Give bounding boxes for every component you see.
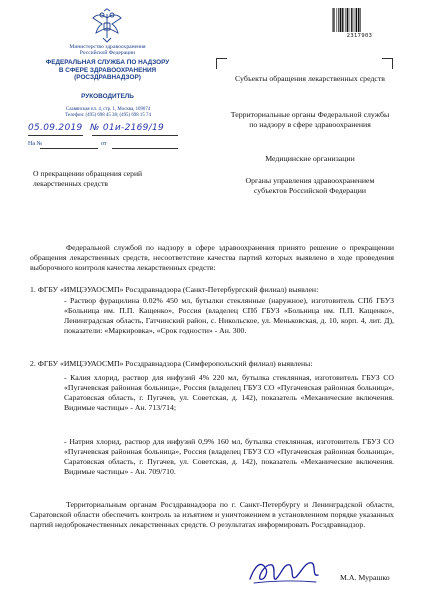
recipient-item: Органы управления здравоохранением субъектов Российской Федерации bbox=[245, 176, 375, 195]
item-3: - Натрия хлорид, раствор для инфузий 0,9% 160 мл, бутылка стеклянная, изготовитель ГБУЗ СО «Пугачевская районная больница», Россия (владелец ГБУЗ СО «Пугачевская районная больница», Саратовская область, г. Пугачев, ул. Советская, д. 142), показатель «Механические включения. Видимые частицы» - Ан. 709/710. bbox=[64, 437, 394, 476]
double-headed-eagle-emblem-icon bbox=[90, 8, 124, 44]
address-block: Славянская пл. 4, стр. 1, Москва, 109074 Телефон: (495) 698 45 38; (495) 698 15 74 bbox=[65, 107, 151, 118]
recipient-item: Территориальные органы Федеральной службы по надзору в сфере здравоохранения bbox=[230, 110, 390, 129]
reference-number-label: На № bbox=[28, 141, 43, 147]
ministry-name: Министерство здравоохранения Российской Федерации bbox=[69, 44, 146, 57]
recipient-item: Субъекты обращения лекарственных средств bbox=[235, 74, 385, 83]
item-2: - Калия хлорид, раствор для инфузий 4% 220 мл, бутылка стеклянная, изготовитель ГБУЗ СО «Пугачевская районная больница», Россия (владелец ГБУЗ СО «Пугачевская районная больница», Саратовская область, г. Пугачев, ул. Советская, д. 142), показатель «Механические включения. Видимые частицы» - Ан. 713/714; bbox=[64, 373, 394, 412]
letter-subject: О прекращении обращения серий лекарственных средств bbox=[33, 169, 143, 188]
closing-paragraph: Территориальным органам Росздравнадзора по г. Санкт-Петербургу и Ленинградской области, Саратовской области обеспечить контроль за изъятием и уничтожением в установленном порядке указанных партий недоброкачественных лекарственных средств. О результатах информировать Росздравнадзор. bbox=[30, 500, 394, 529]
service-name: ФЕДЕРАЛЬНАЯ СЛУЖБА ПО НАДЗОРУ В СФЕРЕ ЗДРАВООХРАНЕНИЯ (РОСЗДРАВНАДЗОР) bbox=[45, 59, 170, 82]
head-title: РУКОВОДИТЕЛЬ bbox=[81, 93, 134, 100]
section-2-heading: 2. ФГБУ «ИМЦЭУАОСМП» Росздравнадзора (Симферопольский филиал) выявлены: bbox=[30, 359, 313, 368]
barcode-icon bbox=[332, 8, 387, 32]
barcode-number: 2317903 bbox=[346, 33, 373, 39]
address-corner-left bbox=[216, 58, 227, 69]
reference-number-underline bbox=[40, 148, 98, 149]
item-1: - Раствор фурацилина 0.02% 450 мл, бутылки стеклянные (наружное), изготовитель СПб ГБУЗ «Больница им. П.П. Кащенко», Россия (владелец СПб ГБУЗ «Больница им. П.П. Кащенко», Ленинградская область, Гатчинский район, с. Никольское, ул. Меньковская, д. 10, корп. 4, лит. Д), показатели: «Маркировка», «Срок годности» - Ан. 300. bbox=[64, 296, 394, 335]
address-corner-right bbox=[382, 58, 393, 69]
intro-paragraph: Федеральной службой по надзору в сфере здравоохранения принято решение о прекращении обращения лекарственных средств, несоответствие качества партий которых выявлено в ходе проведения выборочного контроля качества лекарственных средств: bbox=[30, 243, 394, 272]
reference-date-underline bbox=[112, 148, 178, 149]
registration-date: 05.09.2019 bbox=[28, 123, 83, 133]
number-underline bbox=[92, 135, 178, 136]
section-1-heading: 1. ФГБУ «ИМЦЭУАОСМП» Росздравнадзора (Санкт-Петербургский филиал) выявлен: bbox=[30, 285, 319, 294]
signer-name: М.А. Мурашко bbox=[340, 573, 390, 582]
date-underline bbox=[28, 135, 83, 136]
registration-number: № 01и-2169/19 bbox=[90, 123, 165, 133]
recipient-item: Медицинские организации bbox=[265, 154, 355, 163]
reference-from-label: от bbox=[101, 141, 107, 147]
handwritten-signature-icon bbox=[246, 555, 322, 589]
